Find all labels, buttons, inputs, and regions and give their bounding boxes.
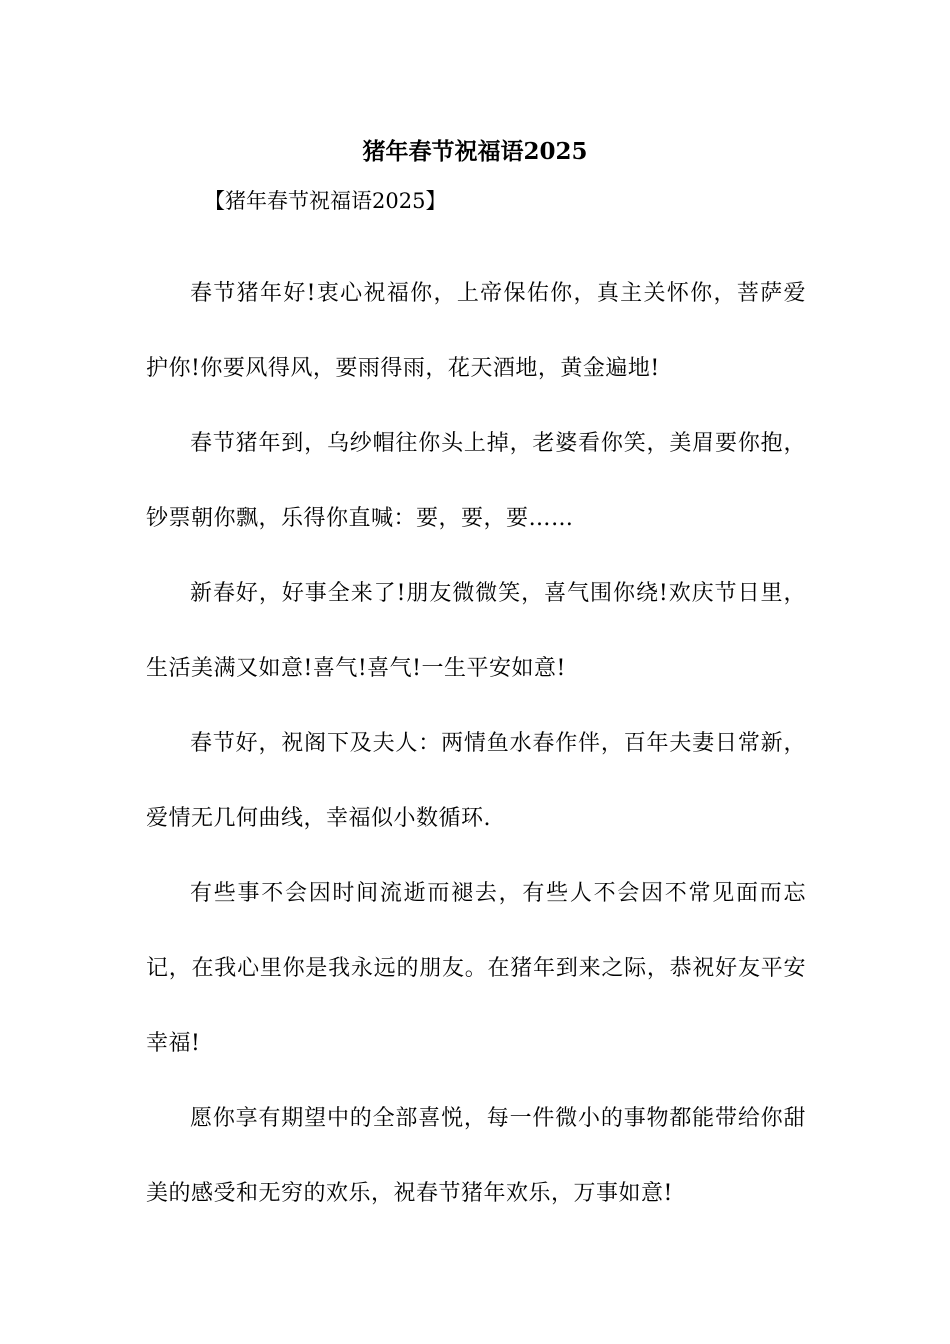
- paragraph-4: 春节好，祝阁下及夫人：两情鱼水春作伴，百年夫妻日常新，爱情无几何曲线，幸福似小数循环.: [146, 731, 806, 831]
- paragraph-2: 春节猪年到，乌纱帽往你头上掉，老婆看你笑，美眉要你抱，钞票朝你飘，乐得你直喊：要，要，要……: [146, 431, 806, 531]
- paragraph-1: 春节猪年好!衷心祝福你，上帝保佑你，真主关怀你，菩萨爱护你!你要风得风，要雨得雨，花天酒地，黄金遍地!: [146, 281, 806, 381]
- document-subtitle: 【猪年春节祝福语2025】: [204, 189, 447, 213]
- paragraph-3: 新春好，好事全来了!朋友微微笑，喜气围你绕!欢庆节日里，生活美满又如意!喜气!喜气!一生平安如意!: [146, 581, 806, 681]
- paragraph-6: 愿你享有期望中的全部喜悦，每一件微小的事物都能带给你甜美的感受和无穷的欢乐，祝春节猪年欢乐，万事如意!: [146, 1106, 806, 1206]
- document-title: 猪年春节祝福语2025: [362, 138, 588, 165]
- document-body: [146, 256, 806, 1231]
- paragraph-5: 有些事不会因时间流逝而褪去，有些人不会因不常见面而忘记，在我心里你是我永远的朋友。在猪年到来之际，恭祝好友平安幸福!: [146, 881, 806, 1056]
